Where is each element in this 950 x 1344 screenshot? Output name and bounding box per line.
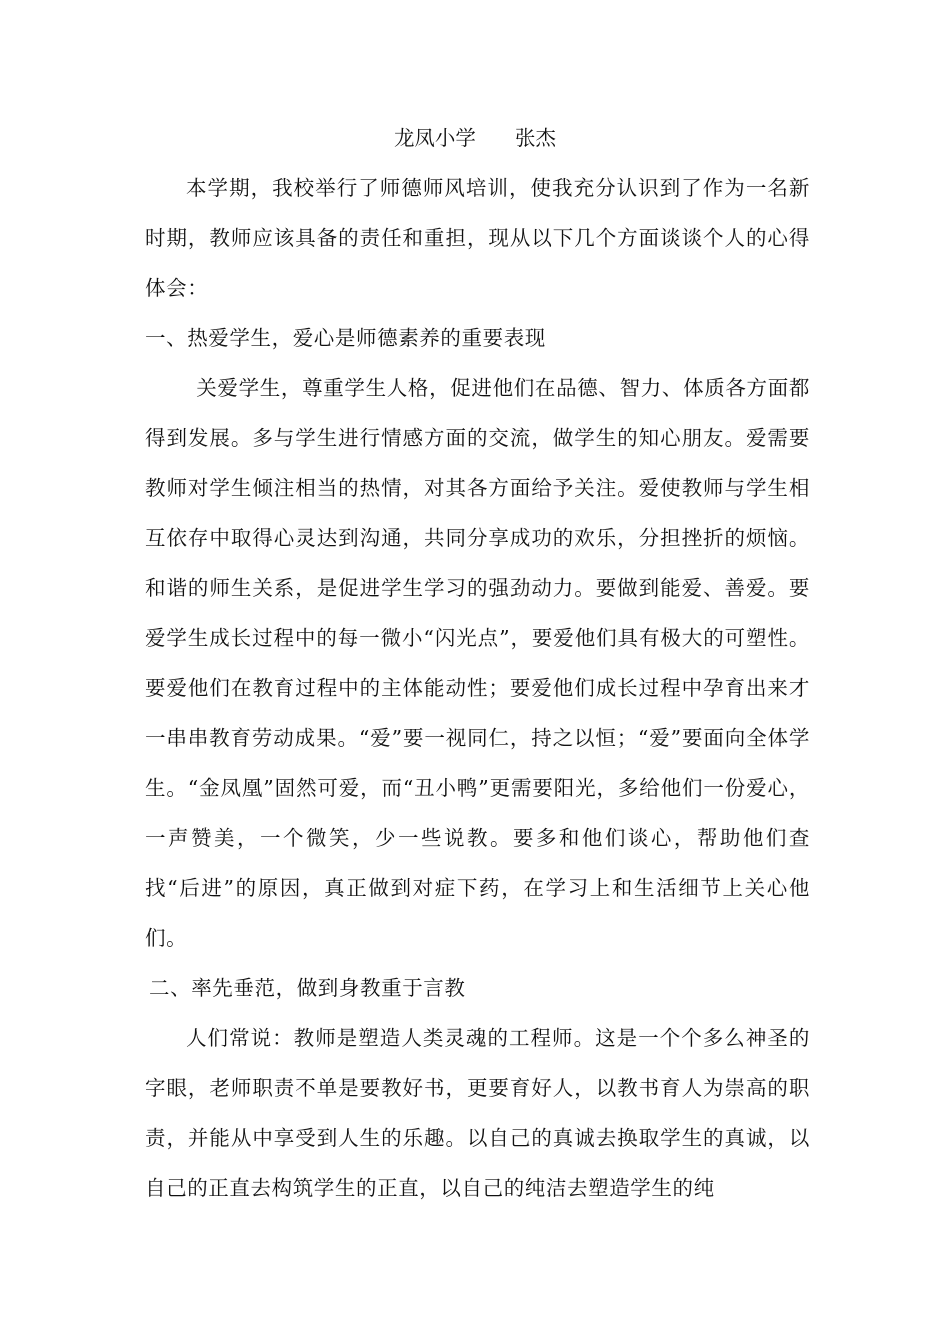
intro-paragraph: 本学期，我校举行了师德师风培训，使我充分认识到了作为一名新时期，教师应该具备的责任和重担，现从以下几个方面谈谈个人的心得体会： [145,176,810,300]
section-1-paragraph: 关爱学生，尊重学生人格，促进他们在品德、智力、体质各方面都得到发展。多与学生进行情感方面的交流，做学生的知心朋友。爱需要教师对学生倾注相当的热情，对其各方面给予关注。爱使教师与学生相互依存中取得心灵达到沟通，共同分享成功的欢乐，分担挫折的烦恼。和谐的师生关系，是促进学生学习的强劲动力。要做到能爱、善爱。要爱学生成长过程中的每一微小“闪光点”，要爱他们具有极大的可塑性。要爱他们在教育过程中的主体能动性；要爱他们成长过程中孕育出来才一串串教育劳动成果。“爱”要一视同仁，持之以恒；“爱”要面向全体学生。“金凤凰”固然可爱，而“丑小鸭”更需要阳光，多给他们一份爱心，一声赞美，一个微笑，少一些说教。要多和他们谈心，帮助他们查找“后进”的原因，真正做到对症下药，在学习上和生活细节上关心他们。 [145,376,810,950]
document-body [145,163,810,1213]
section-2-heading: 二、率先垂范，做到身教重于言教 [149,976,466,1000]
section-1-heading: 一、热爱学生，爱心是师德素养的重要表现 [145,326,546,350]
section-2-paragraph: 人们常说：教师是塑造人类灵魂的工程师。这是一个个多么神圣的字眼，老师职责不单是要教好书，更要育好人，以教书育人为崇高的职责，并能从中享受到人生的乐趣。以自己的真诚去换取学生的真诚，以自己的正直去构筑学生的正直，以自己的纯洁去塑造学生的纯 [145,1026,810,1200]
document-title: 龙凤小学 张杰 [393,126,557,150]
